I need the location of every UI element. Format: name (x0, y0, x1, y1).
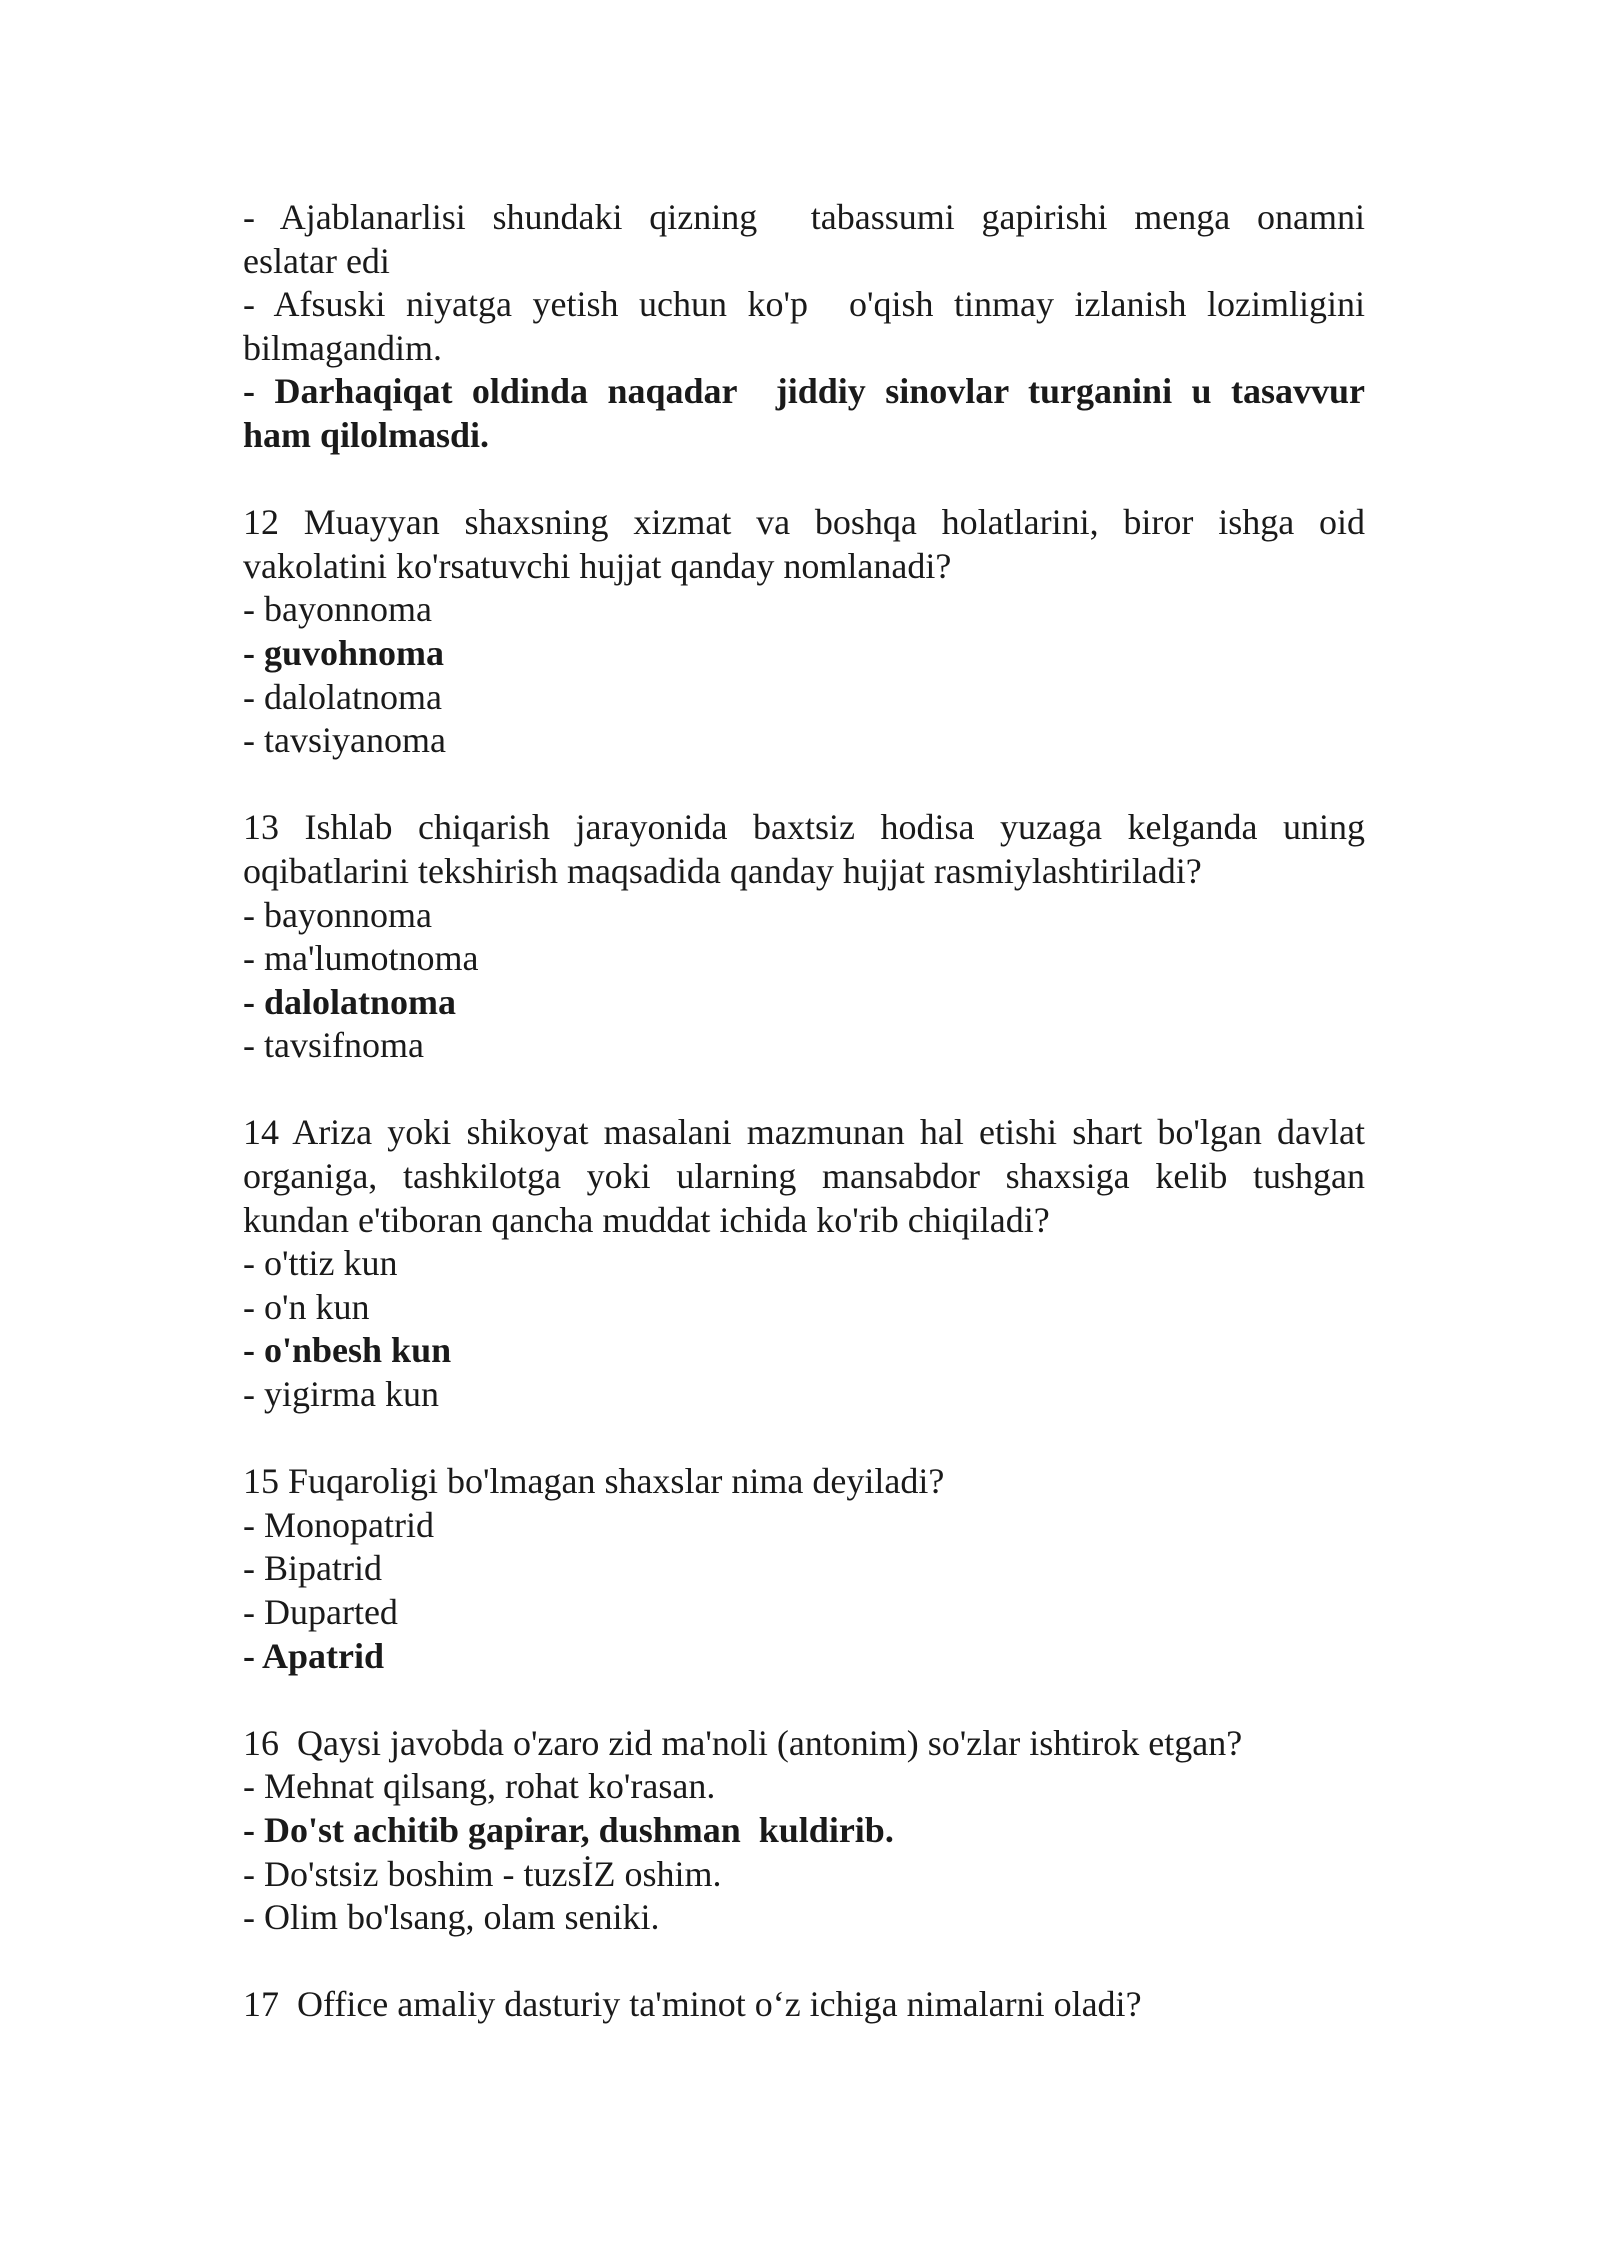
question-text: oqibatlarini tekshirish maqsadida qanday hujjat rasmiylashtiriladi? (243, 850, 1202, 891)
question-text: 15 Fuqaroligi bo'lmagan shaxslar nima deyiladi? (243, 1461, 945, 1502)
answer-option: - Do'stsiz boshim - tuzsİZ oshim. (243, 1853, 722, 1894)
question-14 (243, 1111, 1365, 1416)
answer-option: - tavsifnoma (243, 1025, 424, 1066)
question-text: 14 Ariza yoki shikoyat masalani mazmunan hal etishi shart bo'lgan davlat (243, 1112, 1365, 1153)
answer-option-correct: - dalolatnoma (243, 981, 457, 1022)
answer-option: - tavsiyanoma (243, 720, 446, 761)
answer-option: - Bipatrid (243, 1548, 382, 1589)
answer-option: - yigirma kun (243, 1374, 439, 1415)
answer-option: - bayonnoma (243, 894, 432, 935)
intro-line: - Afsuski niyatga yetish uchun ko'p o'qish tinmay izlanish lozimligini (243, 284, 1365, 325)
question-16 (243, 1722, 1365, 1940)
answer-option: - Olim bo'lsang, olam seniki. (243, 1897, 660, 1938)
question-15 (243, 1460, 1365, 1678)
question-text: kundan e'tiboran qancha muddat ichida ko'rib chiqiladi? (243, 1199, 1050, 1240)
spacer (243, 1417, 1365, 1461)
question-text: vakolatini ko'rsatuvchi hujjat qanday nomlanadi? (243, 545, 952, 586)
answer-option: - bayonnoma (243, 589, 432, 630)
question-13 (243, 806, 1365, 1068)
answer-option: - o'ttiz kun (243, 1243, 398, 1284)
question-text: 17 Office amaliy dasturiy ta'minot o‘z ichiga nimalarni oladi? (243, 1984, 1142, 2025)
intro-line: bilmagandim. (243, 327, 442, 368)
answer-option-correct: - Do'st achitib gapirar, dushman kuldirib. (243, 1809, 894, 1850)
intro-line-bold: ham qilolmasdi. (243, 414, 490, 455)
question-text: 12 Muayyan shaxsning xizmat va boshqa holatlarini, biror ishga oid (243, 502, 1365, 543)
answer-option: - dalolatnoma (243, 676, 442, 717)
question-17 (243, 1983, 1365, 2027)
answer-option: - Duparted (243, 1592, 398, 1632)
spacer (243, 458, 1365, 502)
spacer (243, 1678, 1365, 1722)
intro-line-bold: - Darhaqiqat oldinda naqadar jiddiy sinovlar turganini u tasavvur (243, 371, 1365, 412)
spacer (243, 1940, 1365, 1984)
answer-option-correct: - o'nbesh kun (243, 1330, 452, 1371)
answer-option: - Monopatrid (243, 1504, 434, 1545)
answer-option: - Mehnat qilsang, rohat ko'rasan. (243, 1766, 716, 1807)
question-text: organiga, tashkilotga yoki ularning mansabdor shaxsiga kelib tushgan (243, 1156, 1365, 1197)
question-text: 16 Qaysi javobda o'zaro zid ma'noli (antonim) so'zlar ishtirok etgan? (243, 1722, 1243, 1763)
answer-option: - o'n kun (243, 1286, 370, 1327)
answer-option-correct: - Apatrid (243, 1635, 385, 1676)
intro-line: eslatar edi (243, 240, 390, 281)
spacer (243, 763, 1365, 807)
answer-option: - ma'lumotnoma (243, 938, 479, 979)
intro-line: - Ajablanarlisi shundaki qizning tabassumi gapirishi menga onamni (243, 197, 1365, 237)
question-12 (243, 501, 1365, 763)
intro-block (243, 196, 1365, 458)
answer-option-correct: - guvohnoma (243, 632, 445, 673)
question-text: 13 Ishlab chiqarish jarayonida baxtsiz hodisa yuzaga kelganda uning (243, 807, 1365, 848)
spacer (243, 1068, 1365, 1112)
document-page (243, 196, 1365, 2027)
